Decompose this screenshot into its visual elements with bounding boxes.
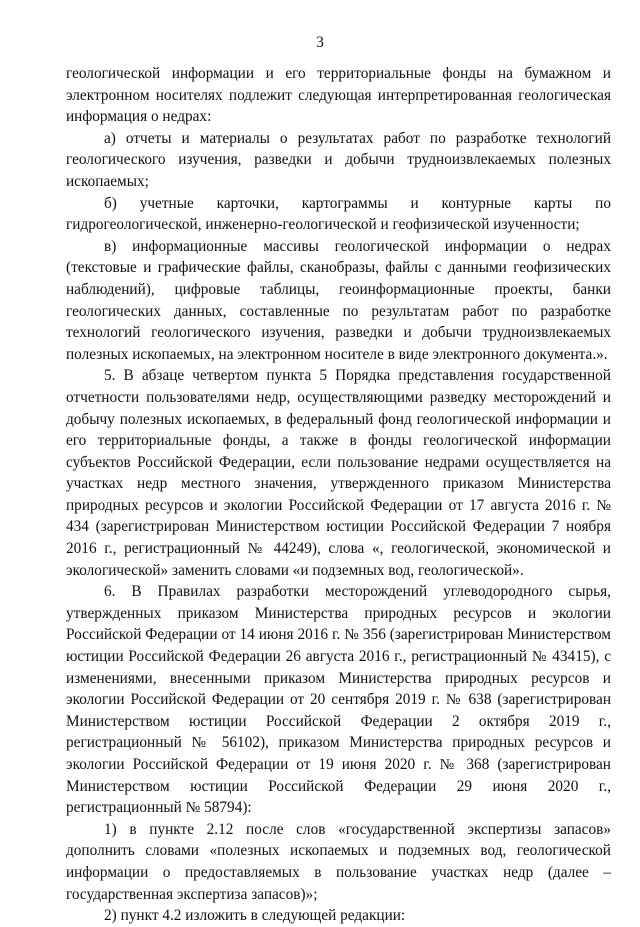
paragraph-item-b: б) учетные карточки, картограммы и контурные карты по гидрогеологической, инженерно-геологической и геофизической изученности; <box>66 194 611 234</box>
paragraph-subclause-1: 1) в пункте 2.12 после слов «государственной экспертизы запасов» дополнить словами «полезных ископаемых и подземных вод, геологической информации о предоставляемых в пользование участках недр (далее – государственная экспертиза запасов)»; <box>66 820 611 903</box>
paragraph-subclause-2: 2) пункт 4.2 изложить в следующей редакции: <box>104 907 406 925</box>
paragraph-continuation: геологической информации и его территориальные фонды на бумажном и электронном носителях подлежит следующая интерпретированная геологическая информация о недрах: <box>66 65 611 126</box>
page-number: 3 <box>316 34 324 51</box>
paragraph-item-v: в) информационные массивы геологической информации о недрах (текстовые и графические файлы, сканобразы, файлы с данными геофизических наблюдений), цифровые таблицы, геоинформационные проекты, банки геологических данных, составленные по результатам работ по разработке технологий геологического изучения, разведки и добычи трудноизвлекаемых полезных ископаемых, на электронном носителе в виде электронного документа.». <box>66 237 611 363</box>
paragraph-item-a: а) отчеты и материалы о результатах работ по разработке технологий геологического изучения, разведки и добычи трудноизвлекаемых полезных ископаемых; <box>66 129 611 190</box>
paragraph-clause-5: 5. В абзаце четвертом пункта 5 Порядка представления государственной отчетности пользователями недр, осуществляющими разведку месторождений и добычу полезных ископаемых, в федеральный фонд геологической информации и его территориальные фонды, а также в фонды геологической информации субъектов Российской Федерации, если пользование недрами осуществляется на участках недр местного значения, утвержденного приказом Министерства природных ресурсов и экологии Российской Федерации от 17 августа 2016 г. № 434 (зарегистрирован Министерством юстиции Российской Федерации 7 ноября 2016 г., регистрационный № 44249), слова «, геологической, экономической и экологической» заменить словами «и подземных вод, геологической». <box>66 367 611 579</box>
paragraph-clause-6: 6. В Правилах разработки месторождений углеводородного сырья, утвержденных приказом Министерства природных ресурсов и экологии Российской Федерации от 14 июня 2016 г. № 356 (зарегистрирован Министерством юстиции Российской Федерации 26 августа 2016 г., регистрационный № 43415), с изменениями, внесенными приказом Министерства природных ресурсов и экологии Российской Федерации от 20 сентября 2019 г. № 638 (зарегистрирован Министерством юстиции Российской Федерации 2 октября 2019 г., регистрационный № 56102), приказом Министерства природных ресурсов и экологии Российской Федерации от 19 июня 2020 г. № 368 (зарегистрирован Министерством юстиции Российской Федерации 29 июня 2020 г., регистрационный № 58794): <box>66 583 611 817</box>
document-body <box>66 63 611 927</box>
